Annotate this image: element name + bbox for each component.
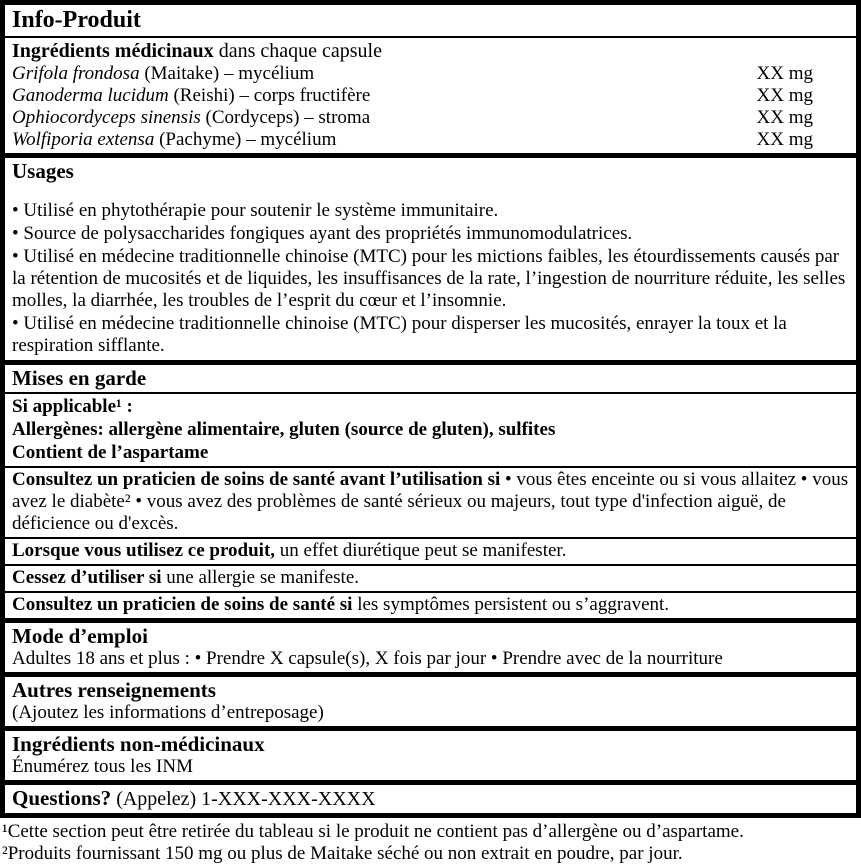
questions-phone: (Appelez) 1-XXX-XXX-XXXX xyxy=(111,788,376,810)
directions-heading: Mode d’emploi xyxy=(12,624,148,648)
stop-use-lead: Cessez d’utiliser si xyxy=(12,567,162,588)
consult-if-block xyxy=(5,591,856,618)
ingredient-row xyxy=(12,63,849,85)
non-medicinal-text: Énumérez tous les INM xyxy=(12,756,193,777)
questions-label: Questions? xyxy=(12,786,112,810)
consult-if-lead: Consultez un praticien de soins de santé si xyxy=(12,594,353,615)
stop-use-block xyxy=(5,564,856,591)
footnotes xyxy=(0,818,861,865)
consult-if-text xyxy=(12,594,849,616)
use-bullet: • Utilisé en médecine traditionnelle chinoise (MTC) pour disperser les mucosités, enrayer la toux et la respiration sifflante. xyxy=(12,313,787,356)
consult-before-use-lead: Consultez un praticien de soins de santé avant l’utilisation si xyxy=(12,469,501,490)
consult-before-use-block xyxy=(5,466,856,537)
use-bullet: • Utilisé en médecine traditionnelle chinoise (MTC) pour les mictions faibles, les étourdissements causés par la rétention de mucosités et de liquides, les insuffisances de la rate, l’ingestion de nourriture réduite, les selles molles, la diarrhée, les troubles de l’esprit du cœur et l’insomnie. xyxy=(12,246,846,311)
stop-use-text xyxy=(12,567,849,589)
ingredient-amount: XX mg xyxy=(756,63,813,84)
ingredient-latin-name: Ganoderma lucidum xyxy=(12,85,169,106)
warnings-heading: Mises en garde xyxy=(12,366,147,390)
other-info-section xyxy=(5,672,856,726)
allergens-line: Allergènes: allergène alimentaire, gluten (source de gluten), sulfites xyxy=(12,419,556,440)
questions-section xyxy=(5,780,856,813)
ingredient-name xyxy=(12,129,336,151)
ingredient-common-name: (Maitake) – mycélium xyxy=(139,63,315,84)
medicinal-ingredients-section xyxy=(5,36,856,153)
questions-text xyxy=(12,786,849,811)
directions-text: Adultes 18 ans et plus : • Prendre X capsule(s), X fois par jour • Prendre avec de la nourriture xyxy=(12,648,723,669)
use-bullet: • Utilisé en phytothérapie pour soutenir le système immunitaire. xyxy=(12,200,499,221)
ingredient-latin-name: Wolfiporia extensa xyxy=(12,129,155,150)
footnote: ¹Cette section peut être retirée du tableau si le produit ne contient pas d’allergène ou d’aspartame. xyxy=(2,821,744,842)
ingredient-latin-name: Grifola frondosa xyxy=(12,63,140,84)
ingredient-latin-name: Ophiocordyceps sinensis xyxy=(12,107,201,128)
ingredient-row xyxy=(12,107,849,129)
consult-before-use-rest: • vous êtes enceinte ou si vous allaitez • vous avez le diabète² • vous avez des problèmes de santé sérieux ou majeurs, tout type d'infection aiguë, de déficience ou d'excès. xyxy=(12,469,849,534)
if-applicable-line: Si applicable¹ : xyxy=(12,396,133,417)
when-using-block xyxy=(5,537,856,564)
non-medicinal-section xyxy=(5,726,856,780)
ingredient-common-name: (Reishi) – corps fructifère xyxy=(168,85,371,106)
medicinal-ingredients-heading-rest: dans chaque capsule xyxy=(213,40,382,62)
consult-if-rest: les symptômes persistent ou s’aggravent. xyxy=(352,594,670,615)
ingredient-amount: XX mg xyxy=(756,129,813,150)
aspartame-line: Contient de l’aspartame xyxy=(12,442,209,463)
uses-heading: Usages xyxy=(12,159,74,183)
ingredient-common-name: (Cordyceps) – stroma xyxy=(200,107,371,128)
other-info-heading: Autres renseignements xyxy=(12,678,216,702)
other-info-text: (Ajoutez les informations d’entreposage) xyxy=(12,702,324,723)
directions-section xyxy=(5,618,856,672)
ingredient-name xyxy=(12,85,370,107)
footnote: ²Produits fournissant 150 mg ou plus de Maitake séché ou non extrait en poudre, par jour. xyxy=(2,843,683,864)
uses-section xyxy=(5,153,856,360)
ingredient-name xyxy=(12,107,370,129)
ingredient-name xyxy=(12,63,314,85)
when-using-lead: Lorsque vous utilisez ce produit, xyxy=(12,540,276,561)
stop-use-rest: une allergie se manifeste. xyxy=(161,567,360,588)
ingredient-common-name: (Pachyme) – mycélium xyxy=(154,129,337,150)
when-using-rest: un effet diurétique peut se manifester. xyxy=(275,540,567,561)
ingredient-amount: XX mg xyxy=(756,85,813,106)
page-title: Info-Produit xyxy=(12,7,141,33)
ingredient-row xyxy=(12,85,849,107)
when-using-text xyxy=(12,540,849,562)
warnings-heading-section xyxy=(5,360,856,392)
use-bullet: • Source de polysaccharides fongiques ayant des propriétés immunomodulatrices. xyxy=(12,223,633,244)
ingredient-row xyxy=(12,129,849,151)
consult-before-use-text xyxy=(12,469,849,535)
allergen-statement-block xyxy=(5,392,856,466)
medicinal-ingredients-heading xyxy=(12,39,849,63)
medicinal-ingredients-heading-bold: Ingrédients médicinaux xyxy=(12,40,214,62)
ingredient-amount: XX mg xyxy=(756,107,813,128)
non-medicinal-heading: Ingrédients non-médicinaux xyxy=(12,732,265,756)
title-section xyxy=(5,5,856,36)
